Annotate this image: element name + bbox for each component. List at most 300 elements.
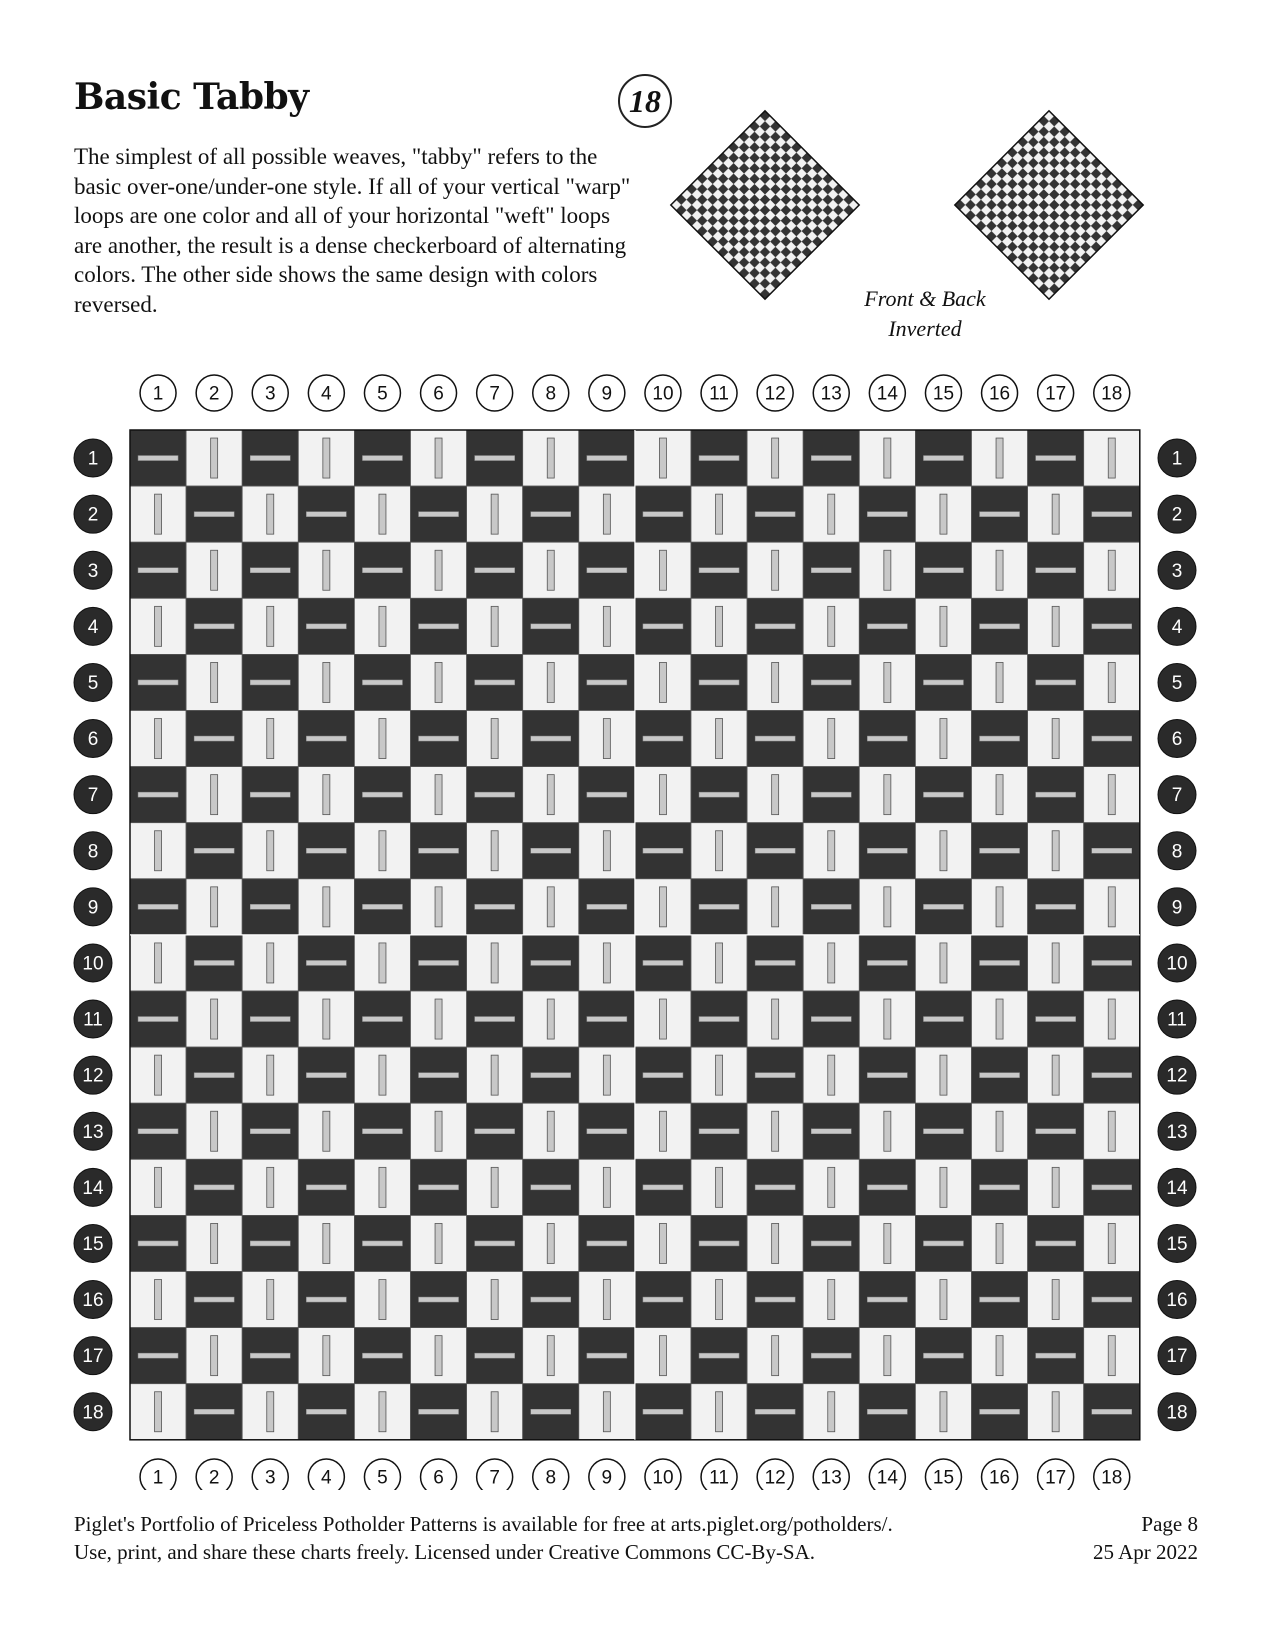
weft-loop-mark [643, 624, 683, 629]
warp-loop-mark [603, 1392, 610, 1432]
warp-loop-mark [1052, 1055, 1059, 1095]
weft-loop-mark [419, 736, 459, 741]
column-number-bottom-5-label: 5 [377, 1467, 388, 1489]
weft-loop-mark [755, 848, 795, 853]
weft-loop-mark [755, 624, 795, 629]
warp-loop-mark [772, 1336, 779, 1376]
warp-loop-mark [491, 494, 498, 534]
warp-loop-mark [1052, 1167, 1059, 1207]
weft-loop-mark [475, 568, 515, 573]
weft-loop-mark [811, 680, 851, 685]
weft-loop-mark [755, 1073, 795, 1078]
weft-loop-mark [194, 848, 234, 853]
weft-loop-mark [362, 1129, 402, 1134]
row-number-left-14-label: 14 [82, 1177, 104, 1199]
warp-loop-mark [772, 887, 779, 927]
warp-loop-mark [379, 494, 386, 534]
weft-loop-mark [194, 512, 234, 517]
weft-loop-mark [587, 792, 627, 797]
weft-loop-mark [867, 624, 907, 629]
weft-loop-mark [755, 512, 795, 517]
preview-caption-line2: Inverted [888, 316, 962, 341]
row-number-left-7-label: 7 [87, 785, 99, 807]
weft-loop-mark [923, 792, 963, 797]
weft-loop-mark [138, 568, 178, 573]
weft-loop-mark [1092, 848, 1132, 853]
weft-loop-mark [531, 736, 571, 741]
weft-loop-mark [980, 848, 1020, 853]
row-number-left-4-label: 4 [87, 616, 99, 638]
weft-loop-mark [531, 624, 571, 629]
weft-loop-mark [587, 456, 627, 461]
weft-loop-mark [250, 1017, 290, 1022]
column-number-bottom-3-label: 3 [264, 1467, 276, 1489]
weft-loop-mark [419, 1297, 459, 1302]
warp-loop-mark [211, 1223, 218, 1263]
warp-loop-mark [211, 887, 218, 927]
weft-loop-mark [306, 1185, 346, 1190]
weft-loop-mark [923, 680, 963, 685]
weft-loop-mark [531, 512, 571, 517]
footer-availability: Piglet's Portfolio of Priceless Potholder Patterns is available for free at arts.piglet.org/potholders/. [74, 1512, 893, 1536]
weft-loop-mark [980, 960, 1020, 965]
weft-loop-mark [699, 680, 739, 685]
warp-loop-mark [211, 550, 218, 590]
weft-loop-mark [755, 736, 795, 741]
row-number-left-6-label: 6 [87, 729, 99, 751]
weft-loop-mark [531, 1185, 571, 1190]
weft-loop-mark [306, 960, 346, 965]
warp-loop-mark [491, 831, 498, 871]
warp-loop-mark [1108, 1111, 1115, 1151]
warp-loop-mark [547, 438, 554, 478]
column-number-top-10-label: 10 [652, 383, 674, 405]
warp-loop-mark [323, 999, 330, 1039]
weft-loop-mark [1092, 960, 1132, 965]
weft-loop-mark [475, 1129, 515, 1134]
row-number-right-15-label: 15 [1166, 1233, 1188, 1255]
weft-loop-mark [587, 1017, 627, 1022]
weft-loop-mark [531, 960, 571, 965]
row-number-right-14-label: 14 [1166, 1177, 1188, 1199]
weft-loop-mark [362, 680, 402, 685]
row-number-left-9-label: 9 [87, 897, 99, 919]
weft-loop-mark [475, 904, 515, 909]
weft-loop-mark [1092, 1073, 1132, 1078]
weft-loop-mark [306, 624, 346, 629]
warp-loop-mark [379, 831, 386, 871]
weft-loop-mark [811, 904, 851, 909]
warp-loop-mark [267, 1167, 274, 1207]
pattern-number-badge: 18 [618, 74, 672, 128]
warp-loop-mark [884, 1111, 891, 1151]
column-number-top-11-label: 11 [709, 383, 729, 405]
weft-loop-mark [419, 1185, 459, 1190]
row-number-right-3-label: 3 [1171, 560, 1183, 582]
weft-loop-mark [811, 1241, 851, 1246]
warp-loop-mark [1108, 550, 1115, 590]
warp-loop-mark [1108, 1336, 1115, 1376]
weft-loop-mark [194, 1185, 234, 1190]
warp-loop-mark [828, 1055, 835, 1095]
row-number-left-13-label: 13 [82, 1121, 104, 1143]
column-number-top-6-label: 6 [433, 383, 444, 405]
warp-loop-mark [155, 1055, 162, 1095]
warp-loop-mark [267, 831, 274, 871]
weft-loop-mark [362, 1353, 402, 1358]
warp-loop-mark [659, 1111, 666, 1151]
weft-loop-mark [475, 1017, 515, 1022]
warp-loop-mark [1052, 719, 1059, 759]
pattern-description: The simplest of all possible weaves, "tabby" refers to the basic over-one/under-one style. If all of your vertical "warp" loops are one color and all of your horizontal "weft" loops are another, the result is a dense checkerboard of alternating colors. The other side shows the same design with colors reversed. [74, 144, 631, 317]
warp-loop-mark [828, 943, 835, 983]
weft-loop-mark [1036, 1241, 1076, 1246]
warp-loop-mark [996, 1336, 1003, 1376]
weft-loop-mark [1092, 1185, 1132, 1190]
weft-loop-mark [867, 960, 907, 965]
warp-loop-mark [828, 1167, 835, 1207]
warp-loop-mark [547, 550, 554, 590]
warp-loop-mark [884, 1336, 891, 1376]
weft-loop-mark [755, 1297, 795, 1302]
warp-loop-mark [996, 775, 1003, 815]
row-number-left-15-label: 15 [82, 1233, 104, 1255]
row-number-right-1-label: 1 [1171, 448, 1183, 470]
warp-loop-mark [435, 1336, 442, 1376]
warp-loop-mark [940, 1392, 947, 1432]
warp-loop-mark [435, 1223, 442, 1263]
row-number-right-18-label: 18 [1166, 1402, 1188, 1424]
weft-loop-mark [980, 1409, 1020, 1414]
column-number-top-2-label: 2 [208, 383, 220, 405]
weft-loop-mark [531, 1073, 571, 1078]
warp-loop-mark [659, 438, 666, 478]
column-number-bottom-14-label: 14 [876, 1467, 898, 1489]
warp-loop-mark [659, 775, 666, 815]
warp-loop-mark [267, 606, 274, 646]
warp-loop-mark [379, 606, 386, 646]
row-number-right-7-label: 7 [1171, 785, 1183, 807]
warp-loop-mark [323, 662, 330, 702]
warp-loop-mark [491, 719, 498, 759]
warp-loop-mark [659, 550, 666, 590]
weft-loop-mark [419, 960, 459, 965]
column-number-top-8-label: 8 [545, 383, 557, 405]
warp-loop-mark [379, 943, 386, 983]
warp-loop-mark [1052, 1392, 1059, 1432]
weft-loop-mark [923, 904, 963, 909]
footer-license: Use, print, and share these charts freely. Licensed under Creative Commons CC-By-SA. [74, 1540, 816, 1564]
weft-loop-mark [1036, 456, 1076, 461]
column-number-top-7-label: 7 [489, 383, 500, 405]
warp-loop-mark [996, 887, 1003, 927]
row-number-left-1-label: 1 [87, 448, 99, 470]
weft-loop-mark [699, 568, 739, 573]
weft-loop-mark [643, 1297, 683, 1302]
row-number-left-8-label: 8 [87, 841, 99, 863]
weft-loop-mark [138, 680, 178, 685]
weft-loop-mark [138, 1241, 178, 1246]
weft-loop-mark [250, 456, 290, 461]
warp-loop-mark [940, 943, 947, 983]
column-number-top-5-label: 5 [377, 383, 388, 405]
row-number-left-18-label: 18 [82, 1402, 104, 1424]
row-number-right-2-label: 2 [1171, 504, 1183, 526]
row-number-right-13-label: 13 [1166, 1121, 1188, 1143]
warp-loop-mark [828, 606, 835, 646]
warp-loop-mark [659, 999, 666, 1039]
weft-loop-mark [923, 1129, 963, 1134]
warp-loop-mark [603, 943, 610, 983]
warp-loop-mark [547, 1223, 554, 1263]
row-number-right-11-label: 11 [1167, 1009, 1187, 1031]
weft-loop-mark [867, 736, 907, 741]
warp-loop-mark [267, 1280, 274, 1320]
row-number-right-10-label: 10 [1166, 953, 1188, 975]
footer-page-number: Page 8 [1141, 1512, 1198, 1536]
column-number-bottom-9-label: 9 [601, 1467, 613, 1489]
weft-loop-mark [362, 1017, 402, 1022]
weft-loop-mark [419, 512, 459, 517]
weft-loop-mark [306, 1297, 346, 1302]
warp-loop-mark [211, 1111, 218, 1151]
warp-loop-mark [491, 943, 498, 983]
column-number-bottom-6-label: 6 [433, 1467, 444, 1489]
column-number-bottom-12-label: 12 [764, 1467, 786, 1489]
weft-loop-mark [699, 456, 739, 461]
weft-loop-mark [643, 1073, 683, 1078]
warp-loop-mark [1108, 438, 1115, 478]
column-number-top-17-label: 17 [1045, 383, 1067, 405]
warp-loop-mark [940, 1167, 947, 1207]
weft-loop-mark [699, 792, 739, 797]
warp-loop-mark [267, 719, 274, 759]
weft-loop-mark [306, 1073, 346, 1078]
warp-loop-mark [716, 719, 723, 759]
column-number-bottom-11-label: 11 [709, 1467, 729, 1489]
weft-loop-mark [362, 568, 402, 573]
row-number-right-4-label: 4 [1171, 616, 1183, 638]
warp-loop-mark [435, 662, 442, 702]
weft-loop-mark [867, 1185, 907, 1190]
weft-loop-mark [643, 512, 683, 517]
warp-loop-mark [1108, 1223, 1115, 1263]
warp-loop-mark [211, 662, 218, 702]
warp-loop-mark [379, 1280, 386, 1320]
warp-loop-mark [884, 662, 891, 702]
warp-loop-mark [772, 1223, 779, 1263]
warp-loop-mark [155, 1280, 162, 1320]
warp-loop-mark [603, 719, 610, 759]
column-number-bottom-7-label: 7 [489, 1467, 500, 1489]
warp-loop-mark [267, 1055, 274, 1095]
weft-loop-mark [250, 680, 290, 685]
warp-loop-mark [996, 438, 1003, 478]
warp-loop-mark [772, 438, 779, 478]
warp-loop-mark [716, 606, 723, 646]
warp-loop-mark [435, 1111, 442, 1151]
warp-loop-mark [828, 719, 835, 759]
weft-loop-mark [643, 848, 683, 853]
column-number-top-9-label: 9 [601, 383, 613, 405]
warp-loop-mark [491, 1280, 498, 1320]
row-number-right-5-label: 5 [1171, 672, 1183, 694]
warp-loop-mark [155, 606, 162, 646]
weft-loop-mark [1092, 1297, 1132, 1302]
warp-loop-mark [435, 775, 442, 815]
warp-loop-mark [884, 1223, 891, 1263]
warp-loop-mark [1108, 662, 1115, 702]
row-number-left-12-label: 12 [82, 1065, 104, 1087]
column-number-bottom-15-label: 15 [932, 1467, 955, 1489]
weft-loop-mark [980, 624, 1020, 629]
page-title: Basic Tabby [74, 76, 309, 118]
column-number-top-12-label: 12 [764, 383, 786, 405]
column-number-bottom-16-label: 16 [988, 1467, 1011, 1489]
column-number-bottom-17-label: 17 [1045, 1467, 1067, 1489]
weft-loop-mark [362, 904, 402, 909]
warp-loop-mark [940, 719, 947, 759]
warp-loop-mark [716, 494, 723, 534]
warp-loop-mark [323, 1336, 330, 1376]
warp-loop-mark [884, 438, 891, 478]
column-number-top-15-label: 15 [932, 383, 955, 405]
preview-caption-line1: Front & Back [864, 286, 986, 311]
warp-loop-mark [940, 494, 947, 534]
footer-right [1093, 1510, 1198, 1566]
weft-loop-mark [980, 1185, 1020, 1190]
warp-loop-mark [323, 1111, 330, 1151]
column-number-bottom-2-label: 2 [208, 1467, 220, 1489]
warp-loop-mark [1052, 606, 1059, 646]
weft-loop-mark [643, 736, 683, 741]
column-number-top-4-label: 4 [321, 383, 332, 405]
weft-loop-mark [980, 512, 1020, 517]
weft-loop-mark [923, 1017, 963, 1022]
weft-loop-mark [1092, 1409, 1132, 1414]
weft-loop-mark [250, 904, 290, 909]
warp-loop-mark [716, 831, 723, 871]
warp-loop-mark [435, 999, 442, 1039]
weft-loop-mark [138, 456, 178, 461]
column-number-top-16-label: 16 [988, 383, 1011, 405]
weft-loop-mark [699, 1017, 739, 1022]
warp-loop-mark [659, 1336, 666, 1376]
weft-loop-mark [194, 1409, 234, 1414]
weft-loop-mark [1036, 904, 1076, 909]
warp-loop-mark [603, 831, 610, 871]
row-number-right-8-label: 8 [1171, 841, 1183, 863]
weft-loop-mark [250, 792, 290, 797]
weft-loop-mark [194, 1073, 234, 1078]
warp-loop-mark [379, 1167, 386, 1207]
weft-loop-mark [643, 1409, 683, 1414]
weft-loop-mark [811, 1353, 851, 1358]
weft-loop-mark [587, 1129, 627, 1134]
column-number-bottom-18-label: 18 [1101, 1467, 1123, 1489]
warp-loop-mark [155, 943, 162, 983]
weft-loop-mark [980, 1073, 1020, 1078]
warp-loop-mark [323, 887, 330, 927]
weft-loop-mark [531, 1409, 571, 1414]
weft-loop-mark [475, 1241, 515, 1246]
warp-loop-mark [828, 1392, 835, 1432]
warp-loop-mark [155, 719, 162, 759]
weft-loop-mark [980, 736, 1020, 741]
row-number-left-3-label: 3 [87, 560, 99, 582]
warp-loop-mark [828, 831, 835, 871]
warp-loop-mark [155, 494, 162, 534]
warp-loop-mark [716, 1167, 723, 1207]
warp-loop-mark [884, 550, 891, 590]
weft-loop-mark [867, 848, 907, 853]
warp-loop-mark [491, 1055, 498, 1095]
warp-loop-mark [323, 438, 330, 478]
warp-loop-mark [267, 1392, 274, 1432]
column-number-bottom-13-label: 13 [820, 1467, 842, 1489]
warp-loop-mark [211, 1336, 218, 1376]
weft-loop-mark [306, 1409, 346, 1414]
weft-loop-mark [419, 848, 459, 853]
weft-loop-mark [811, 1129, 851, 1134]
warp-loop-mark [603, 494, 610, 534]
warp-loop-mark [940, 606, 947, 646]
warp-loop-mark [211, 999, 218, 1039]
weft-loop-mark [643, 1185, 683, 1190]
warp-loop-mark [996, 550, 1003, 590]
warp-loop-mark [491, 606, 498, 646]
weft-loop-mark [194, 736, 234, 741]
warp-loop-mark [435, 438, 442, 478]
row-number-left-16-label: 16 [82, 1290, 104, 1312]
warp-loop-mark [996, 999, 1003, 1039]
warp-loop-mark [940, 1280, 947, 1320]
warp-loop-mark [379, 1392, 386, 1432]
warp-loop-mark [603, 606, 610, 646]
warp-loop-mark [435, 887, 442, 927]
weft-loop-mark [587, 1353, 627, 1358]
warp-loop-mark [828, 494, 835, 534]
weft-loop-mark [923, 1353, 963, 1358]
warp-loop-mark [547, 775, 554, 815]
row-number-left-11-label: 11 [83, 1009, 103, 1031]
warp-loop-mark [940, 1055, 947, 1095]
warp-loop-mark [435, 550, 442, 590]
weft-loop-mark [811, 792, 851, 797]
footer-date: 25 Apr 2022 [1093, 1540, 1198, 1564]
weft-loop-mark [699, 1129, 739, 1134]
warp-loop-mark [996, 1223, 1003, 1263]
weft-loop-mark [1092, 624, 1132, 629]
weft-loop-mark [699, 1241, 739, 1246]
warp-loop-mark [659, 1223, 666, 1263]
weft-loop-mark [475, 456, 515, 461]
weft-loop-mark [250, 1241, 290, 1246]
weft-loop-mark [811, 568, 851, 573]
warp-loop-mark [603, 1280, 610, 1320]
warp-loop-mark [323, 550, 330, 590]
weft-loop-mark [250, 1129, 290, 1134]
weft-loop-mark [1036, 1017, 1076, 1022]
weft-loop-mark [587, 904, 627, 909]
warp-loop-mark [716, 1055, 723, 1095]
weft-loop-mark [531, 1297, 571, 1302]
weft-loop-mark [419, 624, 459, 629]
column-number-top-13-label: 13 [820, 383, 842, 405]
weft-loop-mark [138, 792, 178, 797]
weft-loop-mark [923, 456, 963, 461]
column-number-bottom-1-label: 1 [152, 1467, 164, 1489]
